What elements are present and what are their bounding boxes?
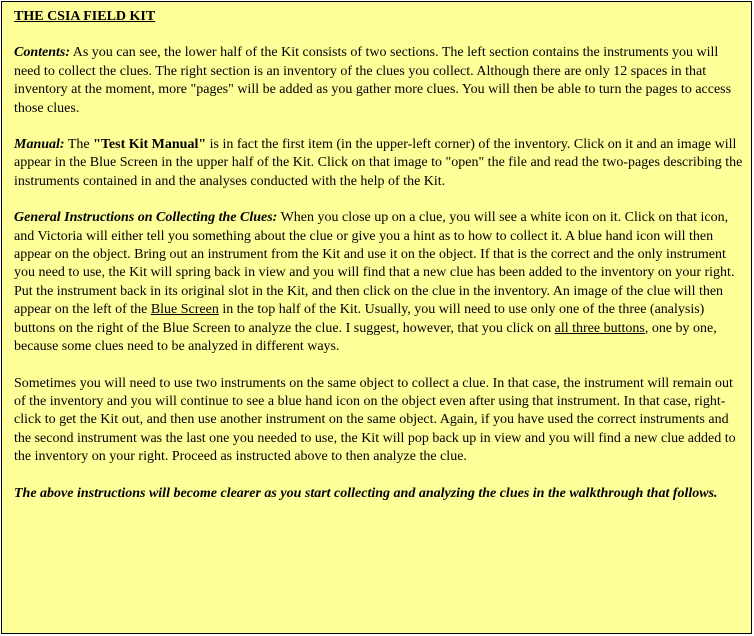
three-buttons-link[interactable]: all three buttons [554, 320, 645, 336]
page-title: THE CSIA FIELD KIT [14, 9, 156, 24]
contents-paragraph [14, 44, 743, 118]
manual-text-b: is in fact the first item (in the upper-left corner) of the inventory. Click on it and an image will appear in the Blue Screen in the upper half of the Kit. Click on that image to "open" the file and read the two-pages describing the instruments contained in and the analyses conducted with the help of the Kit. [14, 137, 743, 189]
manual-text-a: The [64, 137, 94, 153]
general-instructions-paragraph [14, 209, 743, 356]
general-text-c: , one by one, because some clues need to be analyzed in different ways. [14, 320, 717, 355]
blue-screen-link[interactable]: Blue Screen [150, 302, 219, 318]
general-text-a: When you close up on a clue, you will see a white icon on it. Click on that icon, and Victoria will either tell you something about the clue or give you a hint as to how to collect it. A blue hand icon will then appear on the object. Bring out an instrument from the Kit and use it on the object. If that is the correct and the only instrument you need to use, the Kit will spring back in view and you will find that a new clue has been added to the inventory on your right. Put the instrument back in its original slot in the Kit, and then click on the clue in the inventory. An image of the clue will then appear on the left of the [14, 210, 735, 318]
general-instructions-heading: General Instructions on Collecting the Clues: [14, 210, 278, 226]
manual-bold-term: "Test Kit Manual" [93, 137, 207, 153]
instructions-panel [1, 1, 752, 634]
two-instruments-paragraph: Sometimes you will need to use two instruments on the same object to collect a clue. In that case, the instrument will remain out of the inventory and you will continue to see a blue hand icon on the object even after using that instrument. In that case, right-click to get the Kit out, and then use another instrument on the same object. Again, if you have used the correct instruments and the second instrument was the last one you needed to use, the Kit will pop back up in view and you will find a new clue added to the inventory on your right. Proceed as instructed above to then analyze the clue. [14, 375, 736, 465]
closing-note: The above instructions will become clearer as you start collecting and analyzing the clues in the walkthrough that follows. [14, 485, 718, 501]
general-text-b: in the top half of the Kit. Usually, you will need to use only one of the three (analysis) buttons on the right of the Blue Screen to analyze the clue. I suggest, however, that you click on [14, 302, 705, 336]
manual-paragraph [14, 136, 743, 191]
manual-heading: Manual: [14, 137, 65, 153]
contents-text: As you can see, the lower half of the Kit consists of two sections. The left section contains the instruments you will need to collect the clues. The right section is an inventory of the clues you collect. Although there are only 12 spaces in that inventory at the moment, more "pages" will be added as you gather more clues. You will then be able to turn the pages to access those clues. [14, 45, 732, 116]
contents-heading: Contents: [14, 45, 71, 61]
